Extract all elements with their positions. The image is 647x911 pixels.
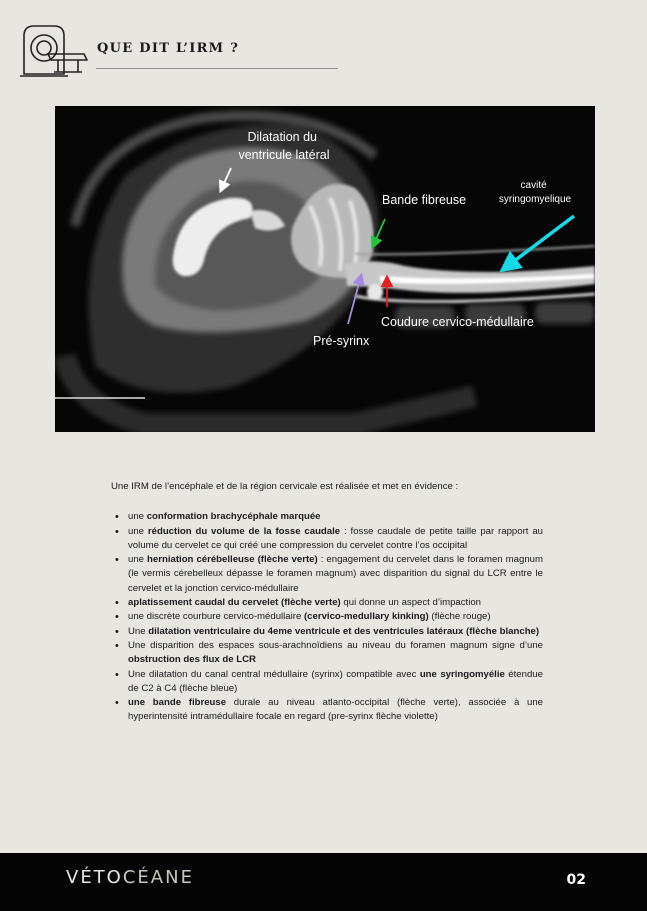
label-presyrinx: Pré-syrinx — [313, 334, 370, 348]
page-footer — [0, 853, 647, 911]
page-number: 02 — [566, 872, 586, 888]
list-item: • une conformation brachycéphale marquée — [111, 510, 543, 524]
findings-list — [111, 510, 543, 724]
page-title: QUE DIT L’IRM ? — [97, 41, 240, 56]
findings-text — [111, 480, 543, 725]
list-item: • Une disparition des espaces sous-arachnoïdiens au niveau du foramen magnum signe d’une obstruction des flux de LCR — [111, 639, 543, 668]
brand-logo: VÉTOCÉANE — [66, 867, 194, 888]
list-item: • Une dilatation du canal central médullaire (syrinx) compatible avec une syringomyélie étendue de C2 à C4 (flèche bleue) — [111, 668, 543, 697]
list-item: • aplatissement caudal du cervelet (flèche verte) qui donne un aspect d’impaction — [111, 596, 543, 610]
mri-image — [55, 106, 595, 432]
mri-sagittal-scan — [55, 106, 595, 432]
intro-paragraph: Une IRM de l’encéphale et de la région cervicale est réalisée et met en évidence : — [111, 481, 459, 492]
label-cavite: cavité syringomyelique — [498, 180, 572, 205]
list-item: • une réduction du volume de la fosse caudale : fosse caudale de petite taille par rapport au volume du cervelet ce qui créé une compression du cervelet contre l’os occipital — [111, 525, 543, 554]
list-item: • une bande fibreuse durale au niveau atlanto-occipital (flèche verte), associée à une hyperintensité intramédullaire focale en regard (pre-syrinx flèche violette) — [111, 696, 543, 725]
label-dilatation: Dilatation du ventricule latéral — [238, 130, 330, 162]
header-divider — [96, 68, 338, 69]
label-bande-fibreuse: Bande fibreuse — [382, 193, 467, 207]
mri-scanner-icon — [18, 24, 90, 80]
list-item: • une discrète courbure cervico-médullaire (cervico-medullary kinking) (flèche rouge) — [111, 610, 543, 624]
label-coudure: Coudure cervico-médullaire — [381, 315, 534, 329]
list-item: • Une dilatation ventriculaire du 4eme ventricule et des ventricules latéraux (flèche blanche) — [111, 625, 543, 639]
list-item: • une herniation cérébelleuse (flèche verte) : engagement du cervelet dans le foramen magnum (le vermis cérebelleux dépasse le foramen magnum) avec disparition du signal du LCR entre le cervelet et la jonction cervico-médullaire — [111, 553, 543, 596]
page-header — [18, 24, 348, 84]
